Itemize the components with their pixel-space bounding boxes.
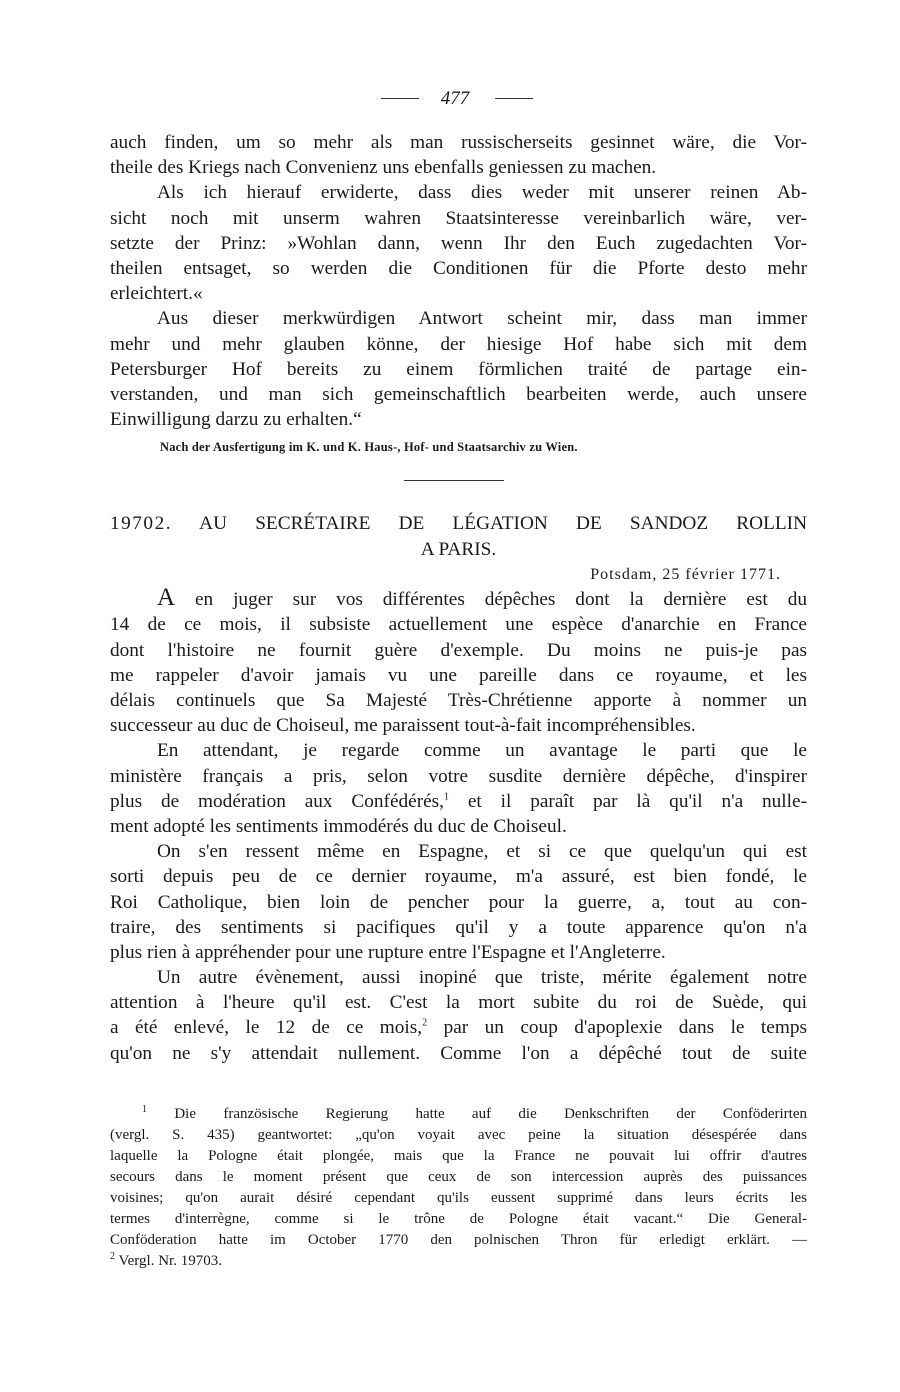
text-line: Roi Catholique, bien loin de pencher pour la guerre, a, tout au con- — [110, 891, 807, 913]
text-line: En attendant, je regarde comme un avantage le parti que le — [157, 740, 807, 762]
text-span: Die französische Regierung hatte auf die Denkschriften der Conföderirten — [174, 1106, 808, 1122]
letter-dateline: Potsdam, 25 février 1771. — [590, 566, 781, 584]
footnote-marker: 1 — [142, 1104, 147, 1115]
text-line — [110, 789, 807, 814]
text-line: Aus dieser merkwürdigen Antwort scheint mir, dass man immer — [157, 308, 807, 330]
text-line: ment adopté les sentiments immodérés du duc de Choiseul. — [110, 815, 567, 837]
footnote-line: (vergl. S. 435) geantwortet: „qu'on voyait avec peine la situation désespérée dans — [110, 1127, 807, 1143]
text-line: On s'en ressent même en Espagne, et si ce que quelqu'un qui est — [157, 841, 807, 863]
text-span: plus de modération aux Confédérés, — [110, 790, 445, 812]
footnote-line: laquelle la Pologne était plongée, mais que la France ne pouvait lui offrir d'autres — [110, 1148, 807, 1164]
text-line: délais continuels que Sa Majesté Très-Chrétienne apporte à nommer un — [110, 690, 807, 711]
text-line: sorti depuis peu de ce dernier royaume, m'a assuré, est bien fondé, le — [110, 866, 807, 888]
text-line: verstanden, und man sich gemeinschaftlich bearbeiten werde, auch unsere — [110, 383, 807, 405]
text-line: plus rien à appréhender pour une rupture entre l'Espagne et l'Angleterre. — [110, 941, 666, 963]
footnote-line: termes d'interrègne, comme si le trône de Pologne était vacant.“ Die General- — [110, 1211, 807, 1227]
text-line: traire, des sentiments si pacifiques qu'il y a toute apparence qu'on n'a — [110, 916, 807, 938]
footnote-line: secours dans le moment présent que ceux de son intercession auprès des puissances — [110, 1169, 807, 1185]
text-line: erleichtert.« — [110, 283, 203, 305]
footnote-ref: 2 — [422, 1018, 428, 1030]
footnote-line: Conföderation hatte im October 1770 den polnischen Thron für erledigt erklärt. — — [110, 1232, 807, 1248]
letter-title: AU SECRÉTAIRE DE LÉGATION DE SANDOZ ROLLIN — [199, 513, 807, 535]
page-number: 477 — [440, 88, 470, 109]
text-line: ministère français a pris, selon votre susdite dernière dépêche, d'inspirer — [110, 765, 807, 787]
text-line: Als ich hierauf erwiderte, dass dies weder mit unserer reinen Ab- — [157, 182, 807, 204]
text-line: sicht noch mit unserm wahren Staatsinteresse vereinbarlich wäre, ver- — [110, 207, 807, 229]
text-line: Un autre évènement, aussi inopiné que triste, mérite également notre — [157, 967, 807, 989]
letter-number: 19702. — [110, 513, 173, 535]
text-line: me rappeler d'avoir jamais vu une pareille dans ce royaume, et les — [110, 664, 807, 686]
footnote-line — [110, 1104, 807, 1125]
archive-source-note: Nach der Ausfertigung im K. und K. Haus-, Hof- und Staatsarchiv zu Wien. — [160, 440, 578, 455]
text-line: 14 de ce mois, il subsiste actuellement une espèce d'anarchie en France — [110, 614, 807, 636]
text-span: et il paraît par là qu'il n'a nulle- — [467, 790, 807, 812]
page-header — [110, 86, 807, 112]
text-span: par un coup d'apoplexie dans le temps — [443, 1017, 807, 1039]
text-line: setzte der Prinz: »Wohlan dann, wenn Ihr den Euch zugedachten Vor- — [110, 232, 807, 254]
text-line: Einwilligung darzu zu erhalten.“ — [110, 409, 362, 431]
footnote-line: voisines; qu'on aurait désiré cependant qu'ils eussent supprimé dans leurs écrits les — [110, 1190, 807, 1206]
letter-heading — [110, 511, 807, 537]
text-line: attention à l'heure qu'il est. C'est la mort subite du roi de Suède, qui — [110, 992, 807, 1014]
text-span: a été enlevé, le 12 de ce mois, — [110, 1017, 423, 1039]
letter-title-line-2: A PARIS. — [420, 539, 497, 561]
drop-cap: A — [157, 584, 176, 612]
text-line: theilen entsaget, so werden die Conditionen für die Pforte desto mehr — [110, 257, 807, 279]
text-line: dont l'histoire ne fournit guère d'exemple. Du moins ne puis-je pas — [110, 639, 807, 661]
header-rule-right — [495, 98, 533, 99]
footnotes — [110, 1104, 807, 1272]
text-line: theile des Kriegs nach Convenienz uns ebenfalls geniessen zu machen. — [110, 157, 657, 179]
text-line: mehr und mehr glauben könne, der hiesige Hof habe sich mit dem — [110, 333, 807, 355]
footnote-marker: 2 — [110, 1251, 115, 1262]
text-span: en juger sur vos différentes dépêches dont la dernière est du — [194, 589, 807, 611]
footnote-ref: 1 — [444, 791, 450, 803]
text-line: auch finden, um so mehr als man russischerseits gesinnet wäre, die Vor- — [110, 132, 807, 153]
text-line: qu'on ne s'y attendait nullement. Comme l'on a dépêché tout de suite — [110, 1042, 807, 1064]
text-line: successeur au duc de Choiseul, me paraissent tout-à-fait incompréhensibles. — [110, 715, 696, 737]
text-line — [110, 584, 807, 612]
text-line: Petersburger Hof bereits zu einem förmlichen traité de partage ein- — [110, 358, 807, 380]
text-line — [110, 1015, 807, 1040]
header-rule-left — [381, 98, 419, 99]
page-body — [110, 130, 807, 1066]
text-span: Vergl. Nr. 19703. — [118, 1253, 222, 1269]
footnote-line — [110, 1251, 807, 1272]
section-divider — [404, 480, 504, 481]
